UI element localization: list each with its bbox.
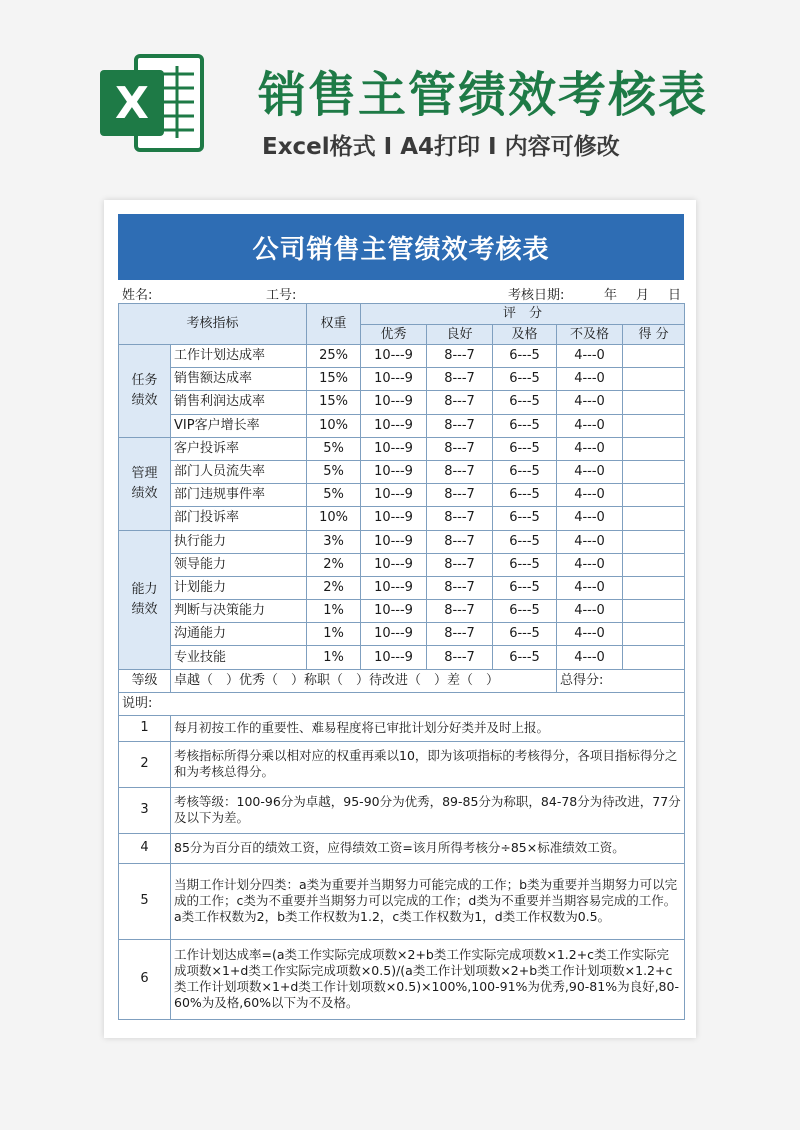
excellent-range-cell: 10---9 [361,460,427,483]
indicator-header: 考核指标 [119,304,307,345]
notes-label: 说明: [119,692,685,715]
excellent-range-cell: 10---9 [361,600,427,623]
excellent-range-cell: 10---9 [361,507,427,530]
good-range-cell: 8---7 [427,507,493,530]
pass-range-cell: 6---5 [493,484,557,507]
good-range-cell: 8---7 [427,623,493,646]
good-range-cell: 8---7 [427,345,493,368]
table-row [119,368,685,391]
table-row [119,553,685,576]
weight-cell: 1% [307,646,361,669]
sheet-title: 公司销售主管绩效考核表 [118,214,684,280]
table-row [119,530,685,553]
year-label: 年 [604,288,618,303]
score-input-cell[interactable] [623,460,685,483]
score-input-cell[interactable] [623,345,685,368]
good-range-cell: 8---7 [427,437,493,460]
grade-label: 等级 [119,669,171,692]
score-input-cell[interactable] [623,576,685,599]
excellent-range-cell: 10---9 [361,530,427,553]
note-row [119,741,685,787]
excellent-range-cell: 10---9 [361,345,427,368]
weight-cell: 1% [307,600,361,623]
pass-range-cell: 6---5 [493,345,557,368]
fail-range-cell: 4---0 [557,414,623,437]
excellent-range-cell: 10---9 [361,437,427,460]
date-label: 考核日期: [508,288,565,303]
table-row [119,414,685,437]
month-label: 月 [636,288,650,303]
score-input-cell[interactable] [623,368,685,391]
id-label: 工号: [266,288,297,303]
assessment-table [118,303,685,1020]
note-row [119,863,685,939]
note-number: 5 [119,863,171,939]
info-row [118,281,684,303]
score-input-cell[interactable] [623,437,685,460]
note-row [119,787,685,833]
weight-cell: 15% [307,368,361,391]
fail-range-cell: 4---0 [557,368,623,391]
total-score-label: 总得分: [557,669,685,692]
indicator-cell: 销售额达成率 [171,368,307,391]
pass-range-cell: 6---5 [493,623,557,646]
pass-range-cell: 6---5 [493,576,557,599]
good-range-cell: 8---7 [427,414,493,437]
indicator-cell: 客户投诉率 [171,437,307,460]
fail-range-cell: 4---0 [557,460,623,483]
weight-cell: 2% [307,576,361,599]
pass-range-cell: 6---5 [493,391,557,414]
fail-header: 不及格 [557,325,623,345]
good-range-cell: 8---7 [427,600,493,623]
day-label: 日 [668,288,682,303]
note-row [119,715,685,741]
indicator-cell: 沟通能力 [171,623,307,646]
note-number: 3 [119,787,171,833]
table-row [119,460,685,483]
weight-cell: 15% [307,391,361,414]
fail-range-cell: 4---0 [557,623,623,646]
excellent-range-cell: 10---9 [361,484,427,507]
note-text: 考核等级：100-96分为卓越，95-90分为优秀，89-85分为称职，84-78分为待改进，77分及以下为差。 [171,787,685,833]
indicator-cell: 部门人员流失率 [171,460,307,483]
score-input-cell[interactable] [623,391,685,414]
table-row [119,623,685,646]
score-header: 得 分 [623,325,685,345]
note-text: 85分为百分百的绩效工资，应得绩效工资=该月所得考核分÷85×标准绩效工资。 [171,833,685,863]
good-range-cell: 8---7 [427,484,493,507]
note-row [119,939,685,1019]
indicator-cell: VIP客户增长率 [171,414,307,437]
excellent-range-cell: 10---9 [361,414,427,437]
notes-label-row [119,692,685,715]
note-number: 4 [119,833,171,863]
pass-range-cell: 6---5 [493,460,557,483]
fail-range-cell: 4---0 [557,600,623,623]
fail-range-cell: 4---0 [557,437,623,460]
weight-cell: 3% [307,530,361,553]
score-input-cell[interactable] [623,553,685,576]
pass-range-cell: 6---5 [493,507,557,530]
excellent-range-cell: 10---9 [361,368,427,391]
good-range-cell: 8---7 [427,368,493,391]
table-row [119,646,685,669]
note-number: 2 [119,741,171,787]
good-range-cell: 8---7 [427,530,493,553]
rating-header: 评 分 [361,304,685,325]
note-number: 1 [119,715,171,741]
excellent-range-cell: 10---9 [361,576,427,599]
pass-header: 及格 [493,325,557,345]
name-label: 姓名: [122,288,153,303]
score-input-cell[interactable] [623,530,685,553]
indicator-cell: 销售利润达成率 [171,391,307,414]
good-header: 良好 [427,325,493,345]
good-range-cell: 8---7 [427,553,493,576]
weight-cell: 5% [307,484,361,507]
banner [0,0,800,190]
excellent-range-cell: 10---9 [361,553,427,576]
indicator-cell: 领导能力 [171,553,307,576]
excellent-header: 优秀 [361,325,427,345]
grade-options[interactable]: 卓越（ ）优秀（ ）称职（ ）待改进（ ）差（ ） [171,669,557,692]
score-input-cell[interactable] [623,600,685,623]
score-input-cell[interactable] [623,646,685,669]
fail-range-cell: 4---0 [557,484,623,507]
note-number: 6 [119,939,171,1019]
banner-title: 销售主管绩效考核表 [258,67,709,123]
score-input-cell[interactable] [623,507,685,530]
weight-cell: 1% [307,623,361,646]
grade-row [119,669,685,692]
indicator-cell: 执行能力 [171,530,307,553]
weight-cell: 2% [307,553,361,576]
indicator-cell: 判断与决策能力 [171,600,307,623]
weight-cell: 5% [307,460,361,483]
weight-cell: 25% [307,345,361,368]
logo-letter: X [115,78,149,129]
table-row [119,600,685,623]
group-label: 任务绩效 [119,345,171,438]
pass-range-cell: 6---5 [493,530,557,553]
excellent-range-cell: 10---9 [361,646,427,669]
good-range-cell: 8---7 [427,460,493,483]
weight-cell: 10% [307,507,361,530]
excel-logo-icon [98,48,208,158]
fail-range-cell: 4---0 [557,345,623,368]
note-text: 工作计划达成率=(a类工作实际完成项数×2+b类工作实际完成项数×1.2+c类工作实际完成项数×1+d类工作实际完成项数×0.5)/(a类工作计划项数×2+b类工作计划项数×1.2+c类工作计划项数×1+d类工作计划项数×0.5)×100%,100-91%为优秀,90-81%为良好,80-60%为及格,60%以下为不及格。 [171,939,685,1019]
pass-range-cell: 6---5 [493,368,557,391]
note-text: 考核指标所得分乘以相对应的权重再乘以10，即为该项指标的考核得分，各项目指标得分之和为考核总得分。 [171,741,685,787]
pass-range-cell: 6---5 [493,437,557,460]
indicator-cell: 部门投诉率 [171,507,307,530]
weight-cell: 10% [307,414,361,437]
excellent-range-cell: 10---9 [361,623,427,646]
fail-range-cell: 4---0 [557,646,623,669]
banner-subtitle: Excel格式 I A4打印 I 内容可修改 [262,134,620,160]
good-range-cell: 8---7 [427,391,493,414]
table-row [119,345,685,368]
table-row [119,576,685,599]
fail-range-cell: 4---0 [557,576,623,599]
note-row [119,833,685,863]
pass-range-cell: 6---5 [493,414,557,437]
pass-range-cell: 6---5 [493,600,557,623]
note-text: 当期工作计划分四类：a类为重要并当期努力可能完成的工作；b类为重要并当期努力可以完成的工作；c类为不重要并当期努力可以完成的工作；d类为不重要并当期容易完成的工作。a类工作权数为2，b类工作权数为1.2，c类工作权数为1，d类工作权数为0.5。 [171,863,685,939]
good-range-cell: 8---7 [427,576,493,599]
indicator-cell: 计划能力 [171,576,307,599]
table-row [119,484,685,507]
pass-range-cell: 6---5 [493,553,557,576]
table-row [119,391,685,414]
fail-range-cell: 4---0 [557,391,623,414]
indicator-cell: 专业技能 [171,646,307,669]
note-text: 每月初按工作的重要性、难易程度将已审批计划分好类并及时上报。 [171,715,685,741]
group-label: 管理绩效 [119,437,171,530]
weight-header: 权重 [307,304,361,345]
score-input-cell[interactable] [623,484,685,507]
fail-range-cell: 4---0 [557,507,623,530]
excellent-range-cell: 10---9 [361,391,427,414]
good-range-cell: 8---7 [427,646,493,669]
indicator-cell: 部门违规事件率 [171,484,307,507]
table-row [119,437,685,460]
fail-range-cell: 4---0 [557,530,623,553]
pass-range-cell: 6---5 [493,646,557,669]
score-input-cell[interactable] [623,623,685,646]
weight-cell: 5% [307,437,361,460]
fail-range-cell: 4---0 [557,553,623,576]
table-row [119,507,685,530]
score-input-cell[interactable] [623,414,685,437]
group-label: 能力绩效 [119,530,171,669]
indicator-cell: 工作计划达成率 [171,345,307,368]
